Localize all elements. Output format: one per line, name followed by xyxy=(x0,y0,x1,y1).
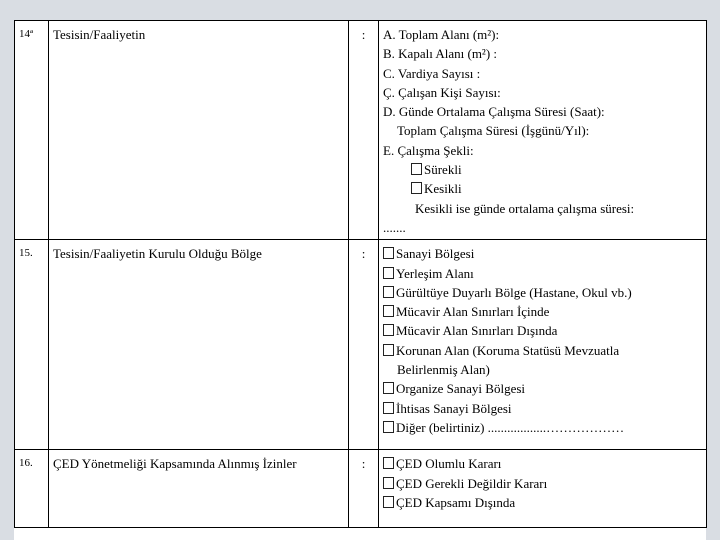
option-label: ÇED Kapsamı Dışında xyxy=(396,494,516,510)
checkbox-icon[interactable] xyxy=(383,267,394,279)
option-inside-adjacent[interactable] xyxy=(383,302,702,321)
option-label: Organize Sanayi Bölgesi xyxy=(396,381,526,397)
option-residential-area[interactable] xyxy=(383,264,702,283)
work-type-label: E. Çalışma Şekli: xyxy=(383,142,474,158)
option-label: Mücavir Alan Sınırları İçinde xyxy=(396,304,550,320)
checkbox-icon[interactable] xyxy=(383,247,394,259)
option-label: Sanayi Bölgesi xyxy=(396,246,475,262)
checkbox-icon[interactable] xyxy=(383,496,394,508)
row-colon: : xyxy=(349,450,379,528)
option-other[interactable] xyxy=(383,418,702,437)
row-colon: : xyxy=(349,240,379,450)
table-row-14 xyxy=(15,21,707,240)
row-label: Tesisin/Faaliyetin xyxy=(49,21,349,240)
option-protected-area[interactable] xyxy=(383,341,702,360)
option-noise-sensitive[interactable] xyxy=(383,283,702,302)
row-label: Tesisin/Faaliyetin Kurulu Olduğu Bölge xyxy=(49,240,349,450)
table-row-15 xyxy=(15,240,707,450)
row-number: 14ª xyxy=(15,21,49,240)
row-label: ÇED Yönetmeliği Kapsamında Alınmış İzinler xyxy=(49,450,349,528)
option-label: Sürekli xyxy=(424,162,462,178)
option-label: Gürültüye Duyarlı Bölge (Hastane, Okul vb.) xyxy=(396,284,632,300)
option-industrial-zone[interactable] xyxy=(383,244,702,263)
row-values xyxy=(379,21,707,240)
checkbox-icon[interactable] xyxy=(383,477,394,489)
daily-hours-field: D. Günde Ortalama Çalışma Süresi (Saat): xyxy=(383,104,605,120)
intermittent-hours-field: Kesikli ise günde ortalama çalışma süresi: xyxy=(415,200,635,216)
option-label: Korunan Alan (Koruma Statüsü Mevzuatla xyxy=(396,342,620,358)
row-values xyxy=(379,240,707,450)
total-area-field: A. Toplam Alanı (m²): xyxy=(383,27,500,42)
shift-count-field: C. Vardiya Sayısı : xyxy=(383,65,481,81)
option-label: Kesikli xyxy=(424,181,462,197)
option-organized-industrial[interactable] xyxy=(383,379,702,398)
checkbox-icon[interactable] xyxy=(383,344,394,356)
checkbox-icon[interactable] xyxy=(383,324,394,336)
closed-area-field: B. Kapalı Alanı (m²) : xyxy=(383,46,498,62)
total-workdays-field: Toplam Çalışma Süresi (İşgünü/Yıl): xyxy=(397,123,590,139)
checkbox-icon[interactable] xyxy=(411,163,422,175)
form-page xyxy=(14,20,706,540)
option-eia-not-required[interactable] xyxy=(383,474,702,493)
option-specialized-industrial[interactable] xyxy=(383,399,702,418)
option-continuous[interactable] xyxy=(383,160,702,179)
facility-info-table xyxy=(14,20,707,528)
option-outside-adjacent[interactable] xyxy=(383,321,702,340)
option-continuation: Belirlenmiş Alan) xyxy=(397,362,490,378)
checkbox-icon[interactable] xyxy=(383,421,394,433)
option-label: Mücavir Alan Sınırları Dışında xyxy=(396,323,558,339)
row-number: 16. xyxy=(15,450,49,528)
dotted-blank: ....... xyxy=(383,219,406,235)
checkbox-icon[interactable] xyxy=(383,382,394,394)
row-values xyxy=(379,450,707,528)
table-row-16 xyxy=(15,450,707,528)
option-intermittent[interactable] xyxy=(383,179,702,198)
option-label: ÇED Gerekli Değildir Kararı xyxy=(396,475,548,491)
checkbox-icon[interactable] xyxy=(383,402,394,414)
checkbox-icon[interactable] xyxy=(383,286,394,298)
option-label: ÇED Olumlu Kararı xyxy=(396,456,502,472)
employee-count-field: Ç. Çalışan Kişi Sayısı: xyxy=(383,84,501,100)
checkbox-icon[interactable] xyxy=(411,182,422,194)
option-label: İhtisas Sanayi Bölgesi xyxy=(396,400,512,416)
row-number: 15. xyxy=(15,240,49,450)
option-label: Yerleşim Alanı xyxy=(396,265,474,281)
checkbox-icon[interactable] xyxy=(383,305,394,317)
row-colon: : xyxy=(349,21,379,240)
option-eia-out-of-scope[interactable] xyxy=(383,493,702,512)
option-label: Diğer (belirtiniz) ..................……………… xyxy=(396,419,625,435)
checkbox-icon[interactable] xyxy=(383,457,394,469)
option-eia-positive[interactable] xyxy=(383,454,702,473)
